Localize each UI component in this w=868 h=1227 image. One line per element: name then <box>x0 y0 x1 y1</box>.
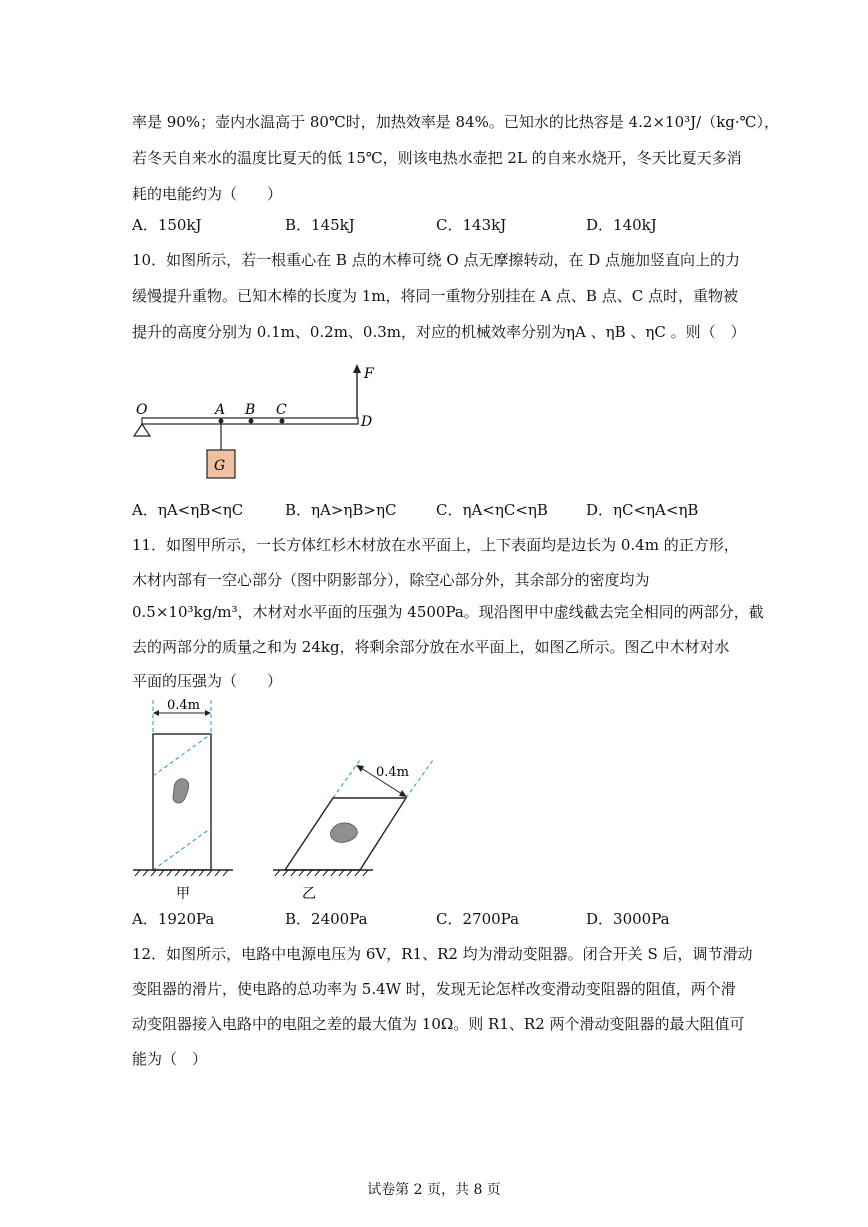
label-f: F <box>364 366 374 382</box>
q11-line-1: 11．如图甲所示，一长方体红杉木材放在水平面上，上下表面均是边长为 0.4m 的正方形， <box>132 536 739 554</box>
q10-line-1: 10．如图所示，若一根重心在 B 点的木棒可绕 O 点无摩擦转动，在 D 点施加竖直向上的力 <box>132 251 741 269</box>
label-d: D <box>361 414 373 430</box>
dim-label-yi: 0.4m <box>376 765 410 780</box>
q11-line-5: 平面的压强为（ ） <box>132 672 283 690</box>
q11-line-4: 去的两部分的质量之和为 24kg，将剩余部分放在水平面上，如图乙所示。图乙中木材对水 <box>132 638 730 656</box>
q9-option-c: C．143kJ <box>436 216 507 234</box>
q11-option-d: D．3000Pa <box>586 910 670 928</box>
label-g: G <box>214 458 226 474</box>
q11-option-c: C．2700Pa <box>436 910 520 928</box>
q10-option-d: D．ηC<ηA<ηB <box>586 501 699 519</box>
q12-line-1: 12．如图所示，电路中电源电压为 6V，R1、R2 均为滑动变阻器。闭合开关 S 后，调节滑动 <box>132 945 753 963</box>
q12-line-4: 能为（ ） <box>132 1050 208 1068</box>
q10-option-b: B．ηA>ηB>ηC <box>285 501 397 519</box>
q10-option-a: A．ηA<ηB<ηC <box>132 501 244 519</box>
q9-option-b: B．145kJ <box>285 216 355 234</box>
page-footer: 试卷第 2 页，共 8 页 <box>367 1182 501 1198</box>
q9-line-2: 若冬天自来水的温度比夏天的低 15℃，则该电热水壶把 2L 的自来水烧开，冬天比夏天多消 <box>132 149 742 167</box>
q11-line-2: 木材内部有一空心部分（图中阴影部分），除空心部分外，其余部分的密度均为 <box>132 571 650 589</box>
q12-line-2: 变阻器的滑片，使电路的总功率为 5.4W 时，发现无论怎样改变滑动变阻器的阻值，两个滑 <box>132 980 736 998</box>
q10-line-3: 提升的高度分别为 0.1m、0.2m、0.3m，对应的机械效率分别为ηA 、ηB 、ηC 。则（ ） <box>132 323 746 341</box>
label-c: C <box>276 402 287 418</box>
caption-jia: 甲 <box>176 886 190 902</box>
q10-option-c: C．ηA<ηC<ηB <box>436 501 548 519</box>
dim-label-jia: 0.4m <box>167 698 201 713</box>
label-b: B <box>245 402 256 418</box>
q9-line-1: 率是 90%；壶内水温高于 80℃时，加热效率是 84%。已知水的比热容是 4.2×10³J/（kg·℃）， <box>132 113 779 131</box>
lever-diagram <box>128 362 388 484</box>
q11-option-b: B．2400Pa <box>285 910 368 928</box>
wood-block-diagram <box>128 692 448 904</box>
q11-line-3: 0.5×10³kg/m³，木材对水平面的压强为 4500Pa。现沿图甲中虚线截去完全相同的两部分，截 <box>132 603 764 621</box>
q9-option-d: D．140kJ <box>586 216 657 234</box>
label-a: A <box>215 402 226 418</box>
q11-option-a: A．1920Pa <box>132 910 215 928</box>
q9-option-a: A．150kJ <box>132 216 202 234</box>
caption-yi: 乙 <box>302 886 316 902</box>
q10-line-2: 缓慢提升重物。已知木棒的长度为 1m，将同一重物分别挂在 A 点、B 点、C 点时，重物被 <box>132 287 738 305</box>
label-o: O <box>136 402 148 418</box>
q12-line-3: 动变阻器接入电路中的电阻之差的最大值为 10Ω。则 R1、R2 两个滑动变阻器的最大阻值可 <box>132 1015 745 1033</box>
q9-line-3: 耗的电能约为（ ） <box>132 185 283 203</box>
